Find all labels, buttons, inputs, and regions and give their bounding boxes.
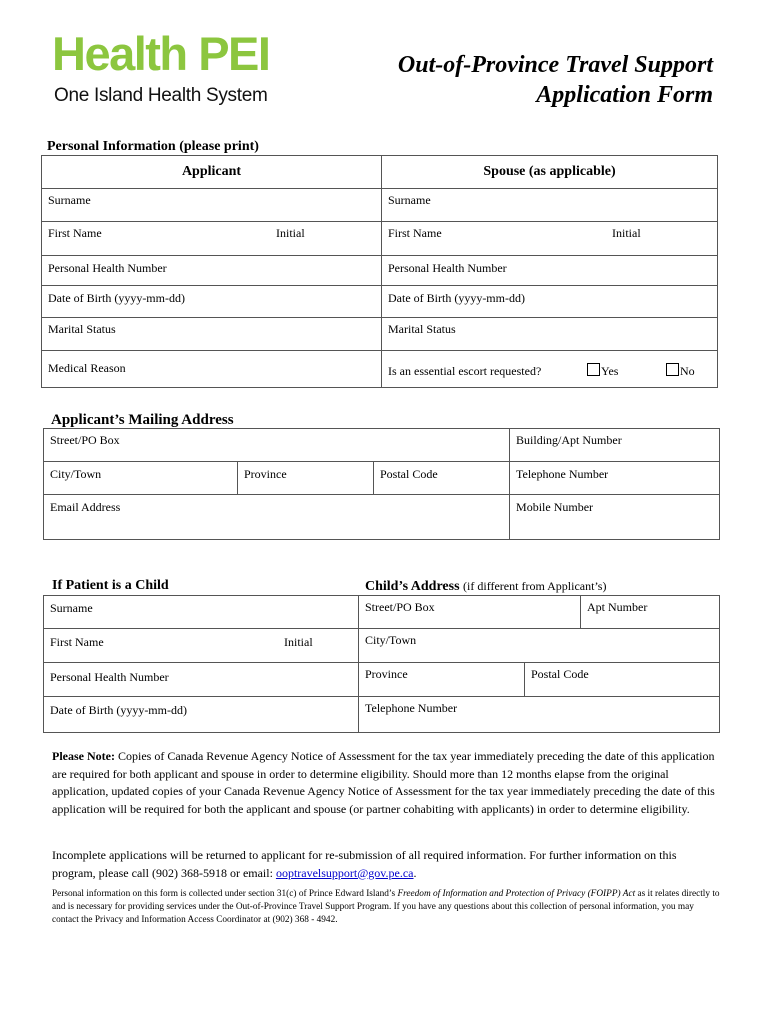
field-label: Street/PO Box <box>365 600 435 614</box>
street-po-box-field[interactable] <box>44 429 510 462</box>
field-label: Telephone Number <box>365 701 458 715</box>
applicant-phn-field[interactable] <box>42 256 382 286</box>
field-label: Mobile Number <box>516 500 594 514</box>
form-title-line1: Out-of-Province Travel Support <box>397 52 713 78</box>
field-label: Postal Code <box>531 667 589 681</box>
telephone-field[interactable] <box>510 462 720 495</box>
child-street-field[interactable] <box>359 596 581 629</box>
spouse-header: Spouse (as applicable) <box>382 156 718 189</box>
please-note-label: Please Note: <box>52 749 115 763</box>
postal-code-field[interactable] <box>374 462 510 495</box>
incomplete-paragraph <box>52 847 720 882</box>
field-label: Province <box>244 467 287 481</box>
child-telephone-field[interactable] <box>359 697 720 733</box>
initial-label: Initial <box>612 226 641 240</box>
please-note-paragraph <box>52 748 720 818</box>
field-label: Marital Status <box>48 322 116 336</box>
applicant-surname-field[interactable] <box>42 189 382 222</box>
field-label: Marital Status <box>388 322 456 336</box>
email-address-field[interactable] <box>44 495 510 540</box>
field-label: Personal Health Number <box>388 261 507 275</box>
child-apt-field[interactable] <box>581 596 720 629</box>
field-label: City/Town <box>365 633 417 647</box>
child-phn-field[interactable] <box>44 663 359 697</box>
field-label: Email Address <box>50 500 121 514</box>
child-postal-field[interactable] <box>525 663 720 697</box>
field-label: First Name <box>388 226 442 240</box>
escort-yes-checkbox[interactable] <box>587 363 600 376</box>
escort-no-checkbox[interactable] <box>666 363 679 376</box>
field-label: City/Town <box>50 467 102 481</box>
field-label: Personal Health Number <box>50 670 169 684</box>
mailing-address-title: Applicant’s Mailing Address <box>51 412 234 428</box>
field-label: Medical Reason <box>48 361 126 375</box>
initial-label: Initial <box>276 226 305 240</box>
field-label: Date of Birth (yyyy-mm-dd) <box>388 291 525 305</box>
child-info-table <box>43 595 359 733</box>
field-label: Postal Code <box>380 467 438 481</box>
form-title-line2: Application Form <box>536 82 713 108</box>
logo-tagline: One Island Health System <box>54 85 268 106</box>
personal-info-title: Personal Information (please print) <box>47 139 259 154</box>
mobile-number-field[interactable] <box>510 495 720 540</box>
health-pei-logo: Health PEI <box>52 27 270 80</box>
child-address-title <box>365 578 606 595</box>
no-label: No <box>680 364 695 378</box>
incomplete-end: . <box>413 865 417 880</box>
field-label: First Name <box>50 635 104 649</box>
child-address-table <box>358 595 720 733</box>
field-label: Building/Apt Number <box>516 433 622 447</box>
building-apt-field[interactable] <box>510 429 720 462</box>
field-label: Surname <box>48 193 91 207</box>
escort-question: Is an essential escort requested? <box>388 364 542 378</box>
child-section-title: If Patient is a Child <box>52 578 169 593</box>
yes-label: Yes <box>601 364 619 378</box>
applicant-marital-status-field[interactable] <box>42 318 382 351</box>
form-title <box>398 50 713 110</box>
field-label: Surname <box>388 193 431 207</box>
spouse-marital-status-field[interactable] <box>382 318 718 351</box>
field-label: Surname <box>50 601 93 615</box>
field-label: Telephone Number <box>516 467 609 481</box>
field-label: Apt Number <box>587 600 648 614</box>
child-address-title-text: Child’s Address <box>365 579 460 594</box>
child-dob-field[interactable] <box>44 697 359 733</box>
privacy-text-pre: Personal information on this form is collected under section 31(c) of Prince Edward Island’s <box>52 889 398 899</box>
spouse-dob-field[interactable] <box>382 286 718 318</box>
applicant-header: Applicant <box>42 156 382 189</box>
child-province-field[interactable] <box>359 663 525 697</box>
escort-yes-option <box>587 363 618 378</box>
privacy-act-name: Freedom of Information and Protection of Privacy (FOIPP) Act <box>397 889 636 899</box>
field-label: Date of Birth (yyyy-mm-dd) <box>50 703 187 717</box>
initial-label: Initial <box>284 635 313 649</box>
privacy-text-post: as it relates directly to and is necessary for providing services under the Out-of-Province Travel Support Program. If you have any questions about this collection of personal information, you may contact the Privacy and Information Access Coordinator at (902) 368 - 4942. <box>52 889 720 925</box>
applicant-first-name-field[interactable] <box>42 222 382 256</box>
privacy-notice <box>52 888 720 927</box>
incomplete-text: Incomplete applications will be returned to applicant for re-submission of all required information. For further information on this program, please call (902) 368-5918 or email: <box>52 848 677 880</box>
field-label: Date of Birth (yyyy-mm-dd) <box>48 291 185 305</box>
spouse-phn-field[interactable] <box>382 256 718 286</box>
applicant-dob-field[interactable] <box>42 286 382 318</box>
child-surname-field[interactable] <box>44 596 359 629</box>
escort-no-option <box>666 363 695 378</box>
field-label: First Name <box>48 226 102 240</box>
child-address-note: (if different from Applicant’s) <box>463 579 607 593</box>
field-label: Street/PO Box <box>50 433 120 447</box>
child-first-name-field[interactable] <box>44 629 359 663</box>
mailing-address-table <box>43 428 720 540</box>
medical-reason-field[interactable] <box>42 351 382 388</box>
support-email-link[interactable]: ooptravelsupport@gov.pe.ca <box>275 865 414 880</box>
field-label: Province <box>365 667 408 681</box>
province-field[interactable] <box>238 462 374 495</box>
child-city-field[interactable] <box>359 629 720 663</box>
please-note-text: Copies of Canada Revenue Agency Notice of Assessment for the tax year immediately preceding the date of this application are required for both applicant and spouse in order to determine eligibility. Should more than 12 months elapse from the original application, updated copies of your Canada Revenue Agency Notice of Assessment for the tax year immediately preceding the date of this application will be required for both the applicant and spouse (or partner cohabiting with applicants) in order to determine eligibility. <box>52 749 715 816</box>
spouse-first-name-field[interactable] <box>382 222 718 256</box>
field-label: Personal Health Number <box>48 261 167 275</box>
spouse-surname-field[interactable] <box>382 189 718 222</box>
escort-question-cell <box>382 351 718 388</box>
city-town-field[interactable] <box>44 462 238 495</box>
personal-info-table <box>41 155 718 388</box>
